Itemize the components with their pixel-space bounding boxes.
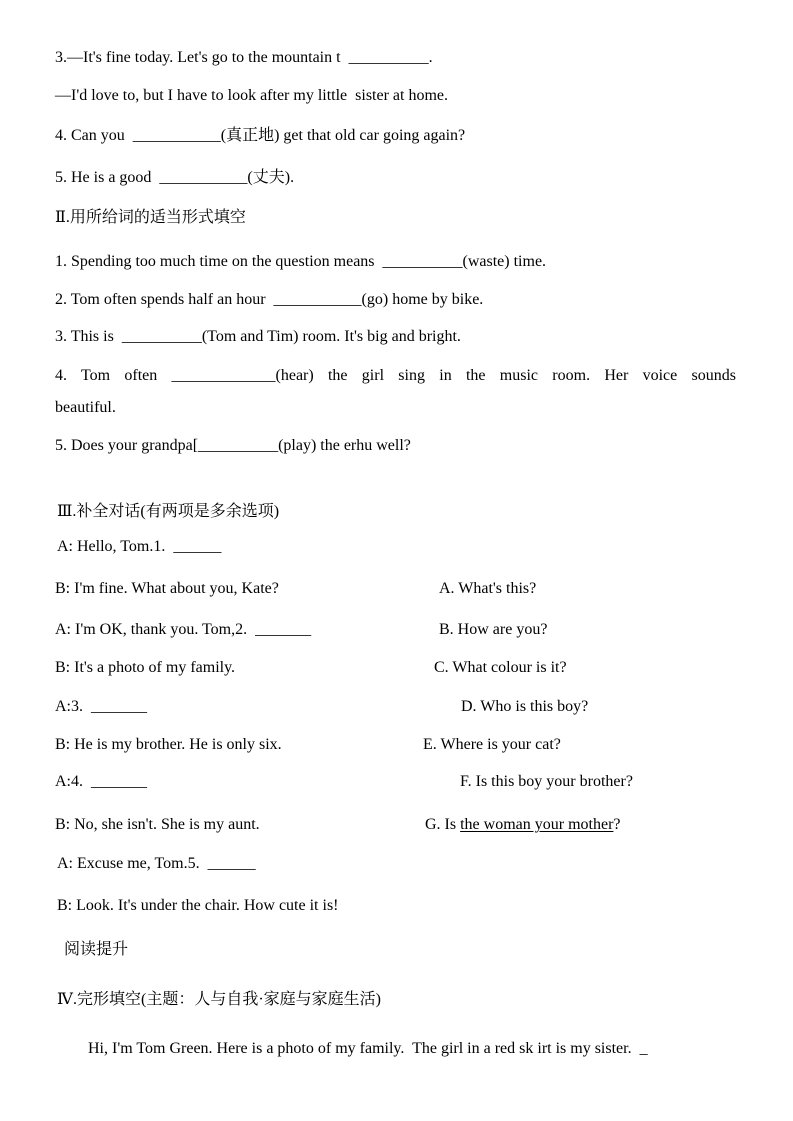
s2-question-3: 3. This is __________(Tom and Tim) room. It's big and bright. <box>55 328 461 345</box>
s2-question-4b: beautiful. <box>55 399 116 416</box>
s2-question-1: 1. Spending too much time on the question means __________(waste) time. <box>55 253 547 270</box>
option-g-suffix: ? <box>613 816 621 833</box>
dialogue-line: A: I'm OK, thank you. Tom,2. _______ <box>55 621 312 638</box>
option-c: C. What colour is it? <box>434 659 567 676</box>
s1-question-4: 4. Can you ___________(真正地) get that old car going again? <box>55 127 466 144</box>
section2-heading: Ⅱ.用所给词的适当形式填空 <box>55 209 246 226</box>
dialogue-line: B: Look. It's under the chair. How cute it is! <box>57 897 339 914</box>
option-g-prefix: G. Is <box>425 816 461 833</box>
dialogue-line: B: It's a photo of my family. <box>55 659 236 676</box>
section3-heading: Ⅲ.补全对话(有两项是多余选项) <box>57 503 280 520</box>
dialogue-line: A:3. _______ <box>55 698 147 715</box>
s2-question-5: 5. Does your grandpa[__________(play) the erhu well? <box>55 437 411 454</box>
option-d: D. Who is this boy? <box>461 698 589 715</box>
s2-question-2: 2. Tom often spends half an hour ___________(go) home by bike. <box>55 291 484 308</box>
dialogue-line: B: He is my brother. He is only six. <box>55 736 282 753</box>
dialogue-line: B: No, she isn't. She is my aunt. <box>55 816 260 833</box>
s1-question-3a: 3.—It's fine today. Let's go to the mountain t __________. <box>55 49 433 66</box>
reading-label: 阅读提升 <box>64 941 129 958</box>
s2-question-4a: 4. Tom often _____________(hear) the girl sing in the music room. Her voice sounds <box>55 367 736 384</box>
option-g-underlined: the woman your mother <box>460 816 614 833</box>
option-b: B. How are you? <box>439 621 548 638</box>
dialogue-line: A: Excuse me, Tom.5. ______ <box>57 855 256 872</box>
cloze-passage-line: Hi, I'm Tom Green. Here is a photo of my family. The girl in a red sk irt is my sister. _ <box>88 1040 648 1057</box>
option-a: A. What's this? <box>439 580 537 597</box>
dialogue-line: B: I'm fine. What about you, Kate? <box>55 580 279 597</box>
s1-question-3b: —I'd love to, but I have to look after my little sister at home. <box>55 87 449 104</box>
dialogue-line: A: Hello, Tom.1. ______ <box>57 538 222 555</box>
option-e: E. Where is your cat? <box>423 736 561 753</box>
option-f: F. Is this boy your brother? <box>460 773 633 790</box>
dialogue-line: A:4. _______ <box>55 773 147 790</box>
section4-heading: Ⅳ.完形填空(主题：人与自我·家庭与家庭生活) <box>57 991 381 1008</box>
option-g <box>425 815 621 835</box>
s1-question-5: 5. He is a good ___________(丈夫). <box>55 169 295 186</box>
